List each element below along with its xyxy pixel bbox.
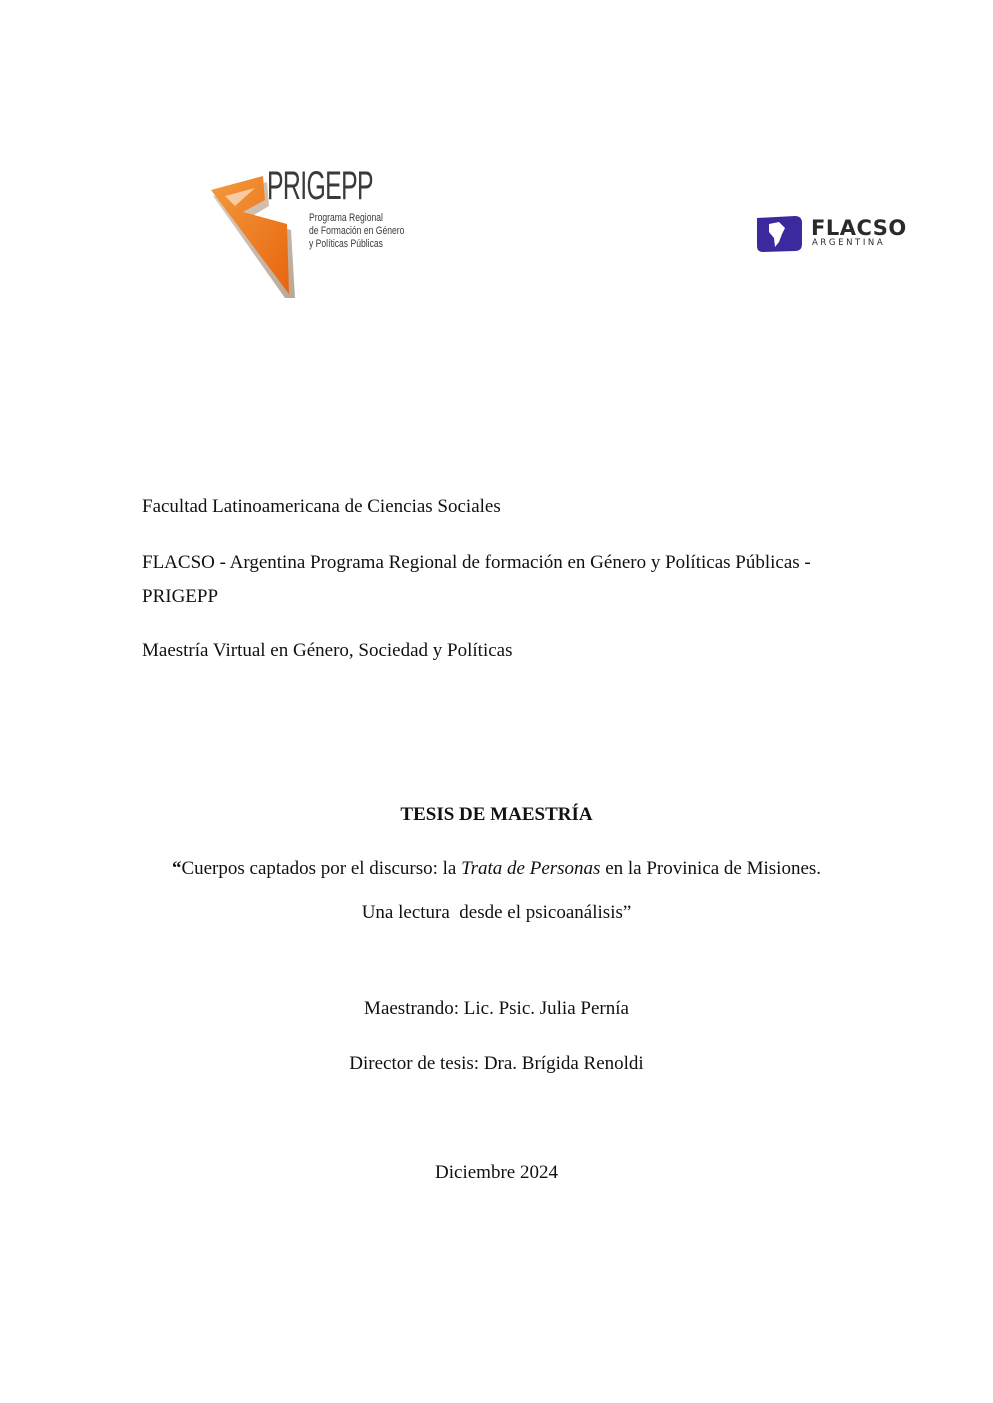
title-italic: Trata de Personas — [461, 858, 601, 879]
student-name: Maestrando: Lic. Psic. Julia Pernía — [364, 998, 629, 1019]
prigepp-subtitle-line: y Políticas Públicas — [309, 238, 383, 250]
program-name: FLACSO - Argentina Programa Regional de formación en Género y Políticas Públicas - PRIGEPP — [142, 552, 811, 607]
flacso-emblem-icon — [755, 214, 805, 254]
prigepp-logo — [205, 160, 405, 300]
prigepp-subtitle — [309, 212, 404, 251]
flacso-logo — [755, 214, 905, 254]
submission-date: Diciembre 2024 — [435, 1162, 558, 1183]
prigepp-wordmark: PRIGEPP — [267, 164, 373, 208]
thesis-title-line-2: Una lectura desde el psicoanálisis” — [361, 902, 632, 923]
master-program: Maestría Virtual en Género, Sociedad y Políticas — [142, 640, 513, 661]
prigepp-subtitle-line: de Formación en Género — [309, 225, 405, 237]
title-part-1: Cuerpos captados por el discurso: la — [181, 858, 462, 879]
director-name: Director de tesis: Dra. Brígida Renoldi — [349, 1053, 644, 1074]
title-open-quote: “ — [171, 858, 182, 879]
thesis-label: TESIS DE MAESTRÍA — [400, 804, 593, 825]
prigepp-subtitle-line: Programa Regional — [309, 212, 383, 224]
thesis-title-line-1 — [0, 852, 993, 886]
flacso-country: ARGENTINA — [812, 238, 886, 248]
institution-name: Facultad Latinoamericana de Ciencias Sociales — [142, 496, 501, 517]
title-part-2: en la Provinica de Misiones. — [600, 858, 822, 879]
flacso-wordmark: FLACSO — [811, 216, 907, 240]
